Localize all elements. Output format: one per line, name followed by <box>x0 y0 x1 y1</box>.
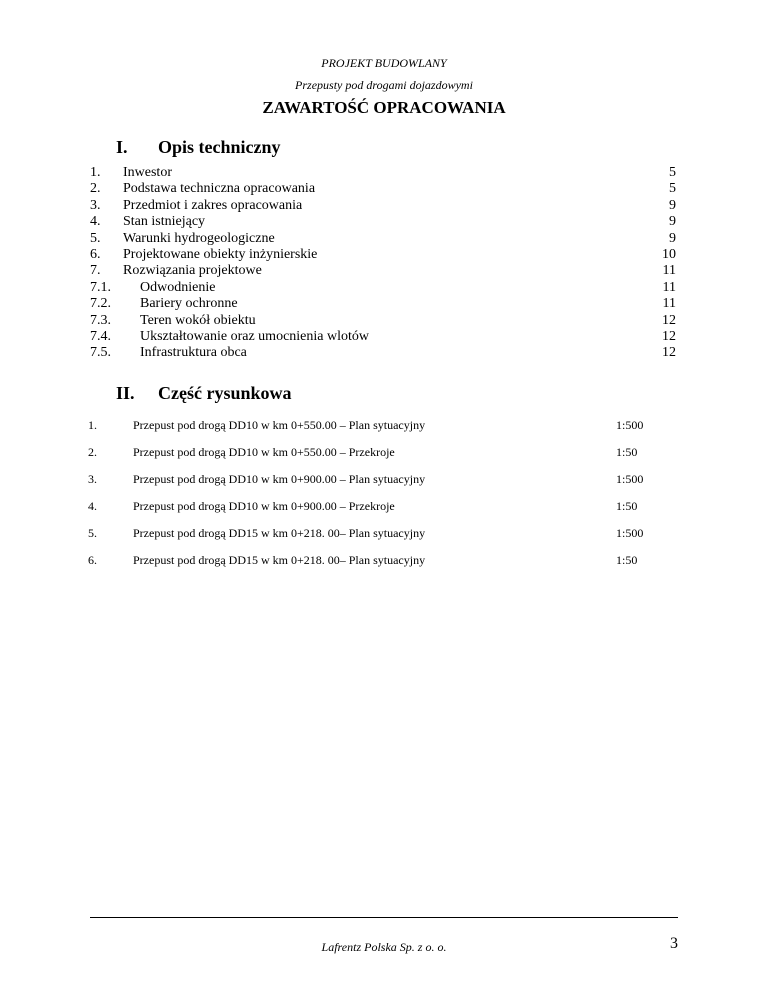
toc-item-number: 5. <box>90 230 101 246</box>
toc-item-page: 11 <box>662 279 676 295</box>
toc-item-page: 10 <box>662 246 676 262</box>
toc-item-page: 11 <box>662 263 676 279</box>
header-project-type: PROJEKT BUDOWLANY <box>321 56 447 70</box>
drawing-title: Przepust pod drogą DD10 w km 0+900.00 – Plan sytuacyjny <box>133 472 426 486</box>
toc-item-number: 1. <box>90 165 101 180</box>
toc-item-title: Projektowane obiekty inżynierskie <box>123 246 318 262</box>
toc-item[interactable] <box>90 181 676 197</box>
drawing-number: 2. <box>88 445 97 459</box>
toc-subitem[interactable] <box>90 329 676 345</box>
toc-item-number: 7.1. <box>90 279 111 295</box>
section-label: Opis techniczny <box>158 137 281 157</box>
toc-item[interactable] <box>90 198 676 214</box>
toc-item-page: 12 <box>662 345 676 361</box>
toc-item-page: 9 <box>669 197 676 213</box>
table-of-contents <box>90 165 676 362</box>
drawing-item[interactable] <box>88 417 688 444</box>
toc-item-page: 11 <box>662 296 676 312</box>
drawing-title: Przepust pod drogą DD15 w km 0+218. 00– Plan sytuacyjny <box>133 526 426 540</box>
toc-item-title: Odwodnienie <box>140 279 216 295</box>
drawing-title: Przepust pod drogą DD10 w km 0+900.00 – Przekroje <box>133 499 395 513</box>
toc-item-number: 2. <box>90 181 101 197</box>
toc-item-title: Teren wokół obiektu <box>140 312 256 328</box>
toc-subitem[interactable] <box>90 345 676 361</box>
toc-item-page: 12 <box>662 312 676 328</box>
drawing-item[interactable] <box>88 498 688 525</box>
header-project-name: Przepusty pod drogami dojazdowymi <box>295 78 473 92</box>
toc-item-title: Inwestor <box>123 165 172 180</box>
drawing-number: 4. <box>88 499 97 513</box>
toc-subitem[interactable] <box>90 296 676 312</box>
toc-item-title: Warunki hydrogeologiczne <box>123 230 275 246</box>
drawing-number: 5. <box>88 526 97 540</box>
toc-item-title: Bariery ochronne <box>140 296 238 312</box>
toc-item-number: 7.3. <box>90 312 111 328</box>
drawing-item[interactable] <box>88 471 688 498</box>
footer-company: Lafrentz Polska Sp. z o. o. <box>321 940 447 954</box>
toc-item-number: 7.5. <box>90 345 111 361</box>
toc-item-title: Infrastruktura obca <box>140 345 247 361</box>
toc-item-title: Rozwiązania projektowe <box>123 263 262 279</box>
toc-subitem[interactable] <box>90 280 676 296</box>
section-number: I. <box>116 137 128 157</box>
toc-item-number: 7.2. <box>90 296 111 312</box>
drawing-title: Przepust pod drogą DD10 w km 0+550.00 – Plan sytuacyjny <box>133 418 426 432</box>
toc-item[interactable] <box>90 214 676 230</box>
toc-item-page: 9 <box>669 214 676 230</box>
drawing-item[interactable] <box>88 552 688 579</box>
toc-item-title: Przedmiot i zakres opracowania <box>123 197 303 213</box>
drawing-item[interactable] <box>88 444 688 471</box>
section-number: II. <box>116 383 135 403</box>
drawing-number: 3. <box>88 472 97 486</box>
toc-item-page: 9 <box>669 230 676 246</box>
drawing-title: Przepust pod drogą DD15 w km 0+218. 00– Plan sytuacyjny <box>133 553 426 567</box>
drawing-scale: 1:500 <box>616 472 644 486</box>
footer-divider <box>90 917 678 918</box>
page-number: 3 <box>670 935 678 952</box>
toc-item-title: Ukształtowanie oraz umocnienia wlotów <box>140 328 369 344</box>
toc-item[interactable] <box>90 263 676 279</box>
toc-item-title: Stan istniejący <box>123 214 206 230</box>
drawing-number: 6. <box>88 553 97 567</box>
toc-item-page: 5 <box>669 165 676 180</box>
toc-item[interactable] <box>90 231 676 247</box>
drawing-scale: 1:500 <box>616 526 644 540</box>
toc-subitem[interactable] <box>90 313 676 329</box>
drawing-scale: 1:50 <box>616 499 638 513</box>
drawing-title: Przepust pod drogą DD10 w km 0+550.00 – Przekroje <box>133 445 395 459</box>
drawings-list <box>88 417 688 579</box>
drawing-item[interactable] <box>88 525 688 552</box>
drawing-number: 1. <box>88 418 97 432</box>
toc-item-number: 3. <box>90 197 101 213</box>
page-title: ZAWARTOŚĆ OPRACOWANIA <box>262 98 506 117</box>
toc-item-title: Podstawa techniczna opracowania <box>123 181 316 197</box>
toc-item-page: 5 <box>669 181 676 197</box>
toc-item-number: 7. <box>90 263 101 279</box>
drawing-scale: 1:50 <box>616 553 638 567</box>
toc-item-number: 7.4. <box>90 328 111 344</box>
toc-item-number: 4. <box>90 214 101 230</box>
toc-item-page: 12 <box>662 328 676 344</box>
toc-item[interactable] <box>90 247 676 263</box>
toc-item[interactable] <box>90 165 676 181</box>
drawing-scale: 1:500 <box>616 418 644 432</box>
drawing-scale: 1:50 <box>616 445 638 459</box>
section-label: Część rysunkowa <box>158 383 292 403</box>
toc-item-number: 6. <box>90 246 101 262</box>
